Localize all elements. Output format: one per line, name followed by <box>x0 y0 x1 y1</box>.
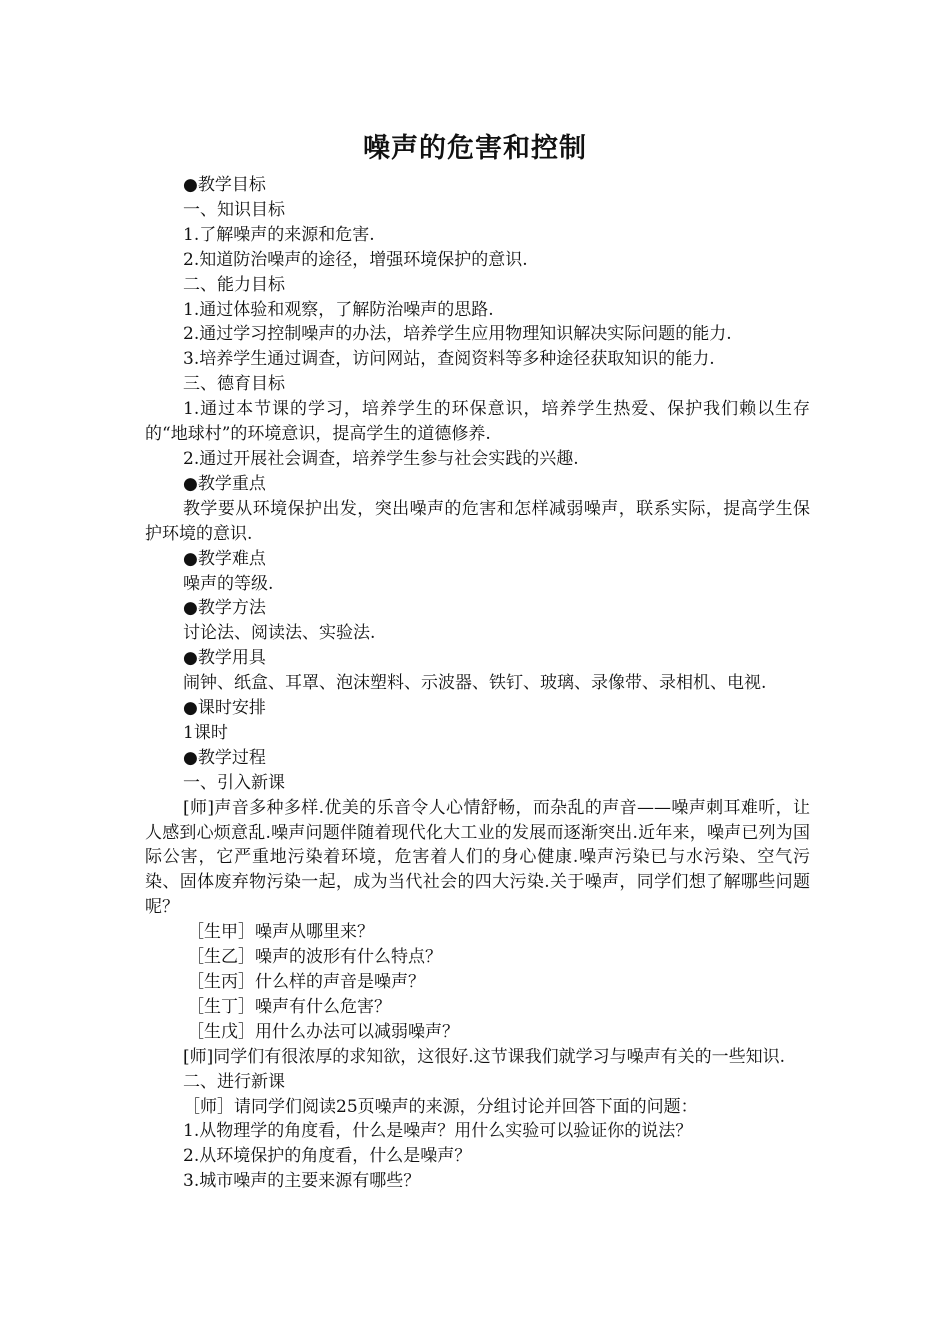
list-item: 2.从环境保护的角度看，什么是噪声？ <box>183 1146 472 1167</box>
teacher-paragraph: ［师］请同学们阅读25页噪声的来源，分组讨论并回答下面的问题： <box>183 1096 698 1117</box>
paragraph: 讨论法、阅读法、实验法. <box>183 623 376 644</box>
teacher-paragraph: [师]声音多种多样.优美的乐音令人心情舒畅，而杂乱的声音——噪声刺耳难听，让人感到心烦意乱.噪声问题伴随着现代化大工业的发展而逐渐突出.近年来，噪声已列为国际公害，它严重地污染着环境，危害着人们的身心健康.噪声污染已与水污染、空气污染、固体废弃物污染一起，成为当代社会的四大污染.关于噪声，同学们想了解哪些问题呢？ <box>145 797 810 918</box>
student-question: ［生丙］什么样的声音是噪声？ <box>187 972 425 992</box>
section-heading: ●教学方法 <box>183 598 266 619</box>
student-question: ［生甲］噪声从哪里来？ <box>187 922 374 943</box>
list-item: 1.从物理学的角度看，什么是噪声？用什么实验可以验证你的说法？ <box>183 1121 693 1142</box>
section-heading: ●教学过程 <box>183 747 266 768</box>
list-item: 3.培养学生通过调查，访问网站，查阅资料等多种途径获取知识的能力. <box>183 349 715 370</box>
section-heading: ●教学难点 <box>183 548 266 569</box>
section-heading: ●教学用具 <box>183 648 266 669</box>
subsection-heading: 一、引入新课 <box>183 772 285 793</box>
section-heading: ●教学重点 <box>183 473 266 494</box>
paragraph: 噪声的等级. <box>183 573 274 594</box>
list-item: 2.通过学习控制噪声的办法，培养学生应用物理知识解决实际问题的能力. <box>183 324 732 345</box>
teacher-paragraph: [师]同学们有很浓厚的求知欲，这很好.这节课我们就学习与噪声有关的一些知识. <box>183 1046 786 1067</box>
document-body <box>145 173 810 1194</box>
list-item: 2.知道防治噪声的途径，增强环境保护的意识. <box>183 249 528 270</box>
student-question: ［生戊］用什么办法可以减弱噪声？ <box>187 1021 459 1042</box>
student-question: ［生乙］噪声的波形有什么特点？ <box>187 947 442 968</box>
subsection-heading: 二、进行新课 <box>183 1071 285 1092</box>
list-item: 2.通过开展社会调查，培养学生参与社会实践的兴趣. <box>183 448 579 469</box>
paragraph: 1课时 <box>183 722 228 743</box>
section-heading: ●课时安排 <box>183 698 266 719</box>
list-item: 1.了解噪声的来源和危害. <box>183 224 375 245</box>
paragraph: 教学要从环境保护出发，突出噪声的危害和怎样减弱噪声，联系实际，提高学生保护环境的意识. <box>145 498 810 544</box>
paragraph: 闹钟、纸盒、耳罩、泡沫塑料、示波器、铁钉、玻璃、录像带、录相机、电视. <box>183 673 767 694</box>
document-title: 噪声的危害和控制 <box>363 133 587 164</box>
section-heading: ●教学目标 <box>183 175 266 195</box>
list-item: 1.通过本节课的学习，培养学生的环保意识，培养学生热爱、保护我们赖以生存的“地球村”的环境意识，提高学生的道德修养. <box>145 399 810 445</box>
list-item: 3.城市噪声的主要来源有哪些？ <box>183 1171 421 1192</box>
subsection-heading: 三、德育目标 <box>183 374 285 395</box>
subsection-heading: 二、能力目标 <box>183 274 285 295</box>
list-item: 1.通过体验和观察，了解防治噪声的思路. <box>183 299 494 320</box>
subsection-heading: 一、知识目标 <box>183 199 285 220</box>
student-question: ［生丁］噪声有什么危害？ <box>187 996 391 1017</box>
